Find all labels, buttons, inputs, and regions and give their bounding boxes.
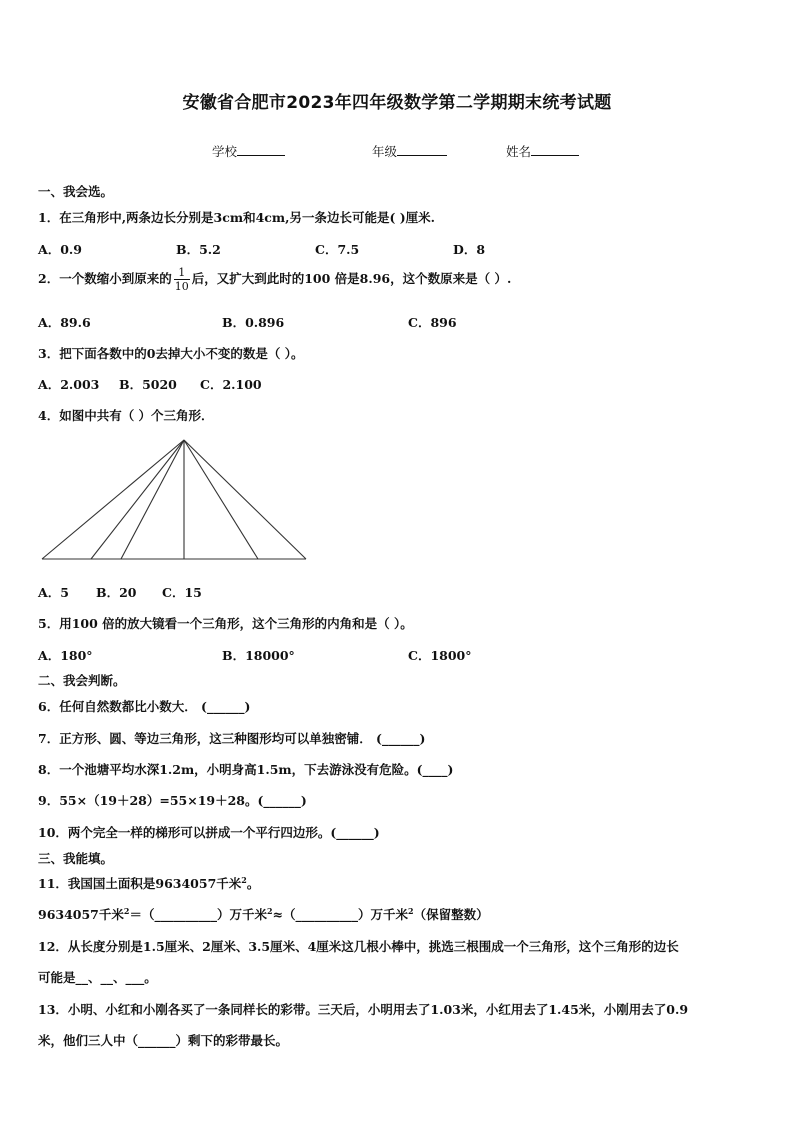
fraction-one-tenth: $\frac{1}{10}$ bbox=[174, 266, 189, 293]
question-6: 6．任何自然数都比小数大． (______) bbox=[38, 699, 251, 714]
grade-blank[interactable] bbox=[397, 143, 447, 156]
q4-option-b[interactable]: B．20 bbox=[96, 585, 137, 600]
q5-option-a[interactable]: A．180° bbox=[38, 648, 93, 663]
q4-option-c[interactable]: C．15 bbox=[162, 585, 202, 600]
school-field[interactable] bbox=[212, 142, 285, 160]
q2-text-pre: 2．一个数缩小到原来的 bbox=[38, 271, 172, 286]
q11-text: 11．我国国土面积是9634057千米 bbox=[38, 876, 242, 891]
question-7: 7．正方形、圆、等边三角形，这三种图形均可以单独密铺． (______) bbox=[38, 731, 426, 746]
section-heading-judge: 二、我会判断。 bbox=[38, 673, 126, 688]
q2-option-a[interactable]: A．89.6 bbox=[38, 315, 91, 330]
question-10: 10．两个完全一样的梯形可以拼成一个平行四边形。(______) bbox=[38, 825, 380, 840]
triangle-inner-line-2 bbox=[121, 440, 184, 559]
name-blank[interactable] bbox=[531, 143, 579, 156]
q11-superscript: 2 bbox=[241, 874, 247, 885]
school-blank[interactable] bbox=[237, 143, 285, 156]
q4-option-a[interactable]: A．5 bbox=[38, 585, 69, 600]
grade-label: 年级 bbox=[372, 144, 398, 159]
q3-option-c[interactable]: C．2.100 bbox=[200, 377, 262, 392]
q2-text-post: 后，又扩大到此时的100 倍是8.96，这个数原来是（ ）. bbox=[191, 271, 512, 286]
q11-blank-1[interactable]: ＝（__________）万千米 bbox=[129, 907, 267, 922]
section-heading-choice: 一、我会选。 bbox=[38, 184, 114, 199]
question-11: 11．我国国土面积是9634057千米$^2$。 bbox=[38, 874, 260, 891]
q2-option-b[interactable]: B．0.896 bbox=[222, 315, 285, 330]
question-1: 1．在三角形中,两条边长分别是3cm和4cm,另一条边长可能是( )厘米. bbox=[38, 210, 436, 225]
q11-blank-2[interactable]: ≈（__________）万千米 bbox=[272, 907, 409, 922]
question-12-line-1: 12．从长度分别是1.5厘米、2厘米、3.5厘米、4厘米这几根小棒中，挑选三根围成一个三角形，这个三角形的边长 bbox=[38, 939, 679, 954]
q5-option-c[interactable]: C．1800° bbox=[408, 648, 472, 663]
question-3: 3．把下面各数中的0去掉大小不变的数是（ ）。 bbox=[38, 346, 304, 361]
q1-option-d[interactable]: D．8 bbox=[453, 242, 486, 257]
question-12-line-2: 可能是__、__、___。 bbox=[38, 970, 157, 985]
q11-pre: 9634057千米 bbox=[38, 907, 124, 922]
page-title: 安徽省合肥市2023年四年级数学第二学期期末统考试题 bbox=[182, 93, 612, 113]
question-2 bbox=[38, 266, 511, 293]
triangle-inner-line-1 bbox=[91, 440, 184, 559]
grade-field[interactable] bbox=[372, 142, 447, 160]
q3-option-b[interactable]: B．5020 bbox=[119, 377, 177, 392]
triangle-figure bbox=[36, 436, 312, 566]
q11-answer-line: 9634057千米$^2$＝（__________）万千米$^2$≈（__________）万千米$^2$（保留整数） bbox=[38, 905, 489, 922]
question-8: 8．一个池塘平均水深1.2m，小明身高1.5m，下去游泳没有危险。(____) bbox=[38, 762, 454, 777]
question-5: 5．用100 倍的放大镜看一个三角形，这个三角形的内角和是（ ）。 bbox=[38, 616, 413, 631]
name-label: 姓名 bbox=[506, 144, 532, 159]
triangle-inner-line-4 bbox=[184, 440, 258, 559]
question-13-line-2: 米，他们三人中（______）剩下的彩带最长。 bbox=[38, 1033, 289, 1048]
q1-option-c[interactable]: C．7.5 bbox=[315, 242, 360, 257]
q5-option-b[interactable]: B．18000° bbox=[222, 648, 295, 663]
name-field[interactable] bbox=[506, 142, 579, 160]
question-9: 9．55×（19＋28）=55×19＋28。(______) bbox=[38, 793, 307, 808]
q2-option-c[interactable]: C．896 bbox=[408, 315, 457, 330]
question-13-line-1: 13．小明、小红和小刚各买了一条同样长的彩带。三天后，小明用去了1.03米，小红用去了1.45米，小刚用去了0.9 bbox=[38, 1002, 689, 1017]
q3-option-a[interactable]: A．2.003 bbox=[38, 377, 100, 392]
q1-option-b[interactable]: B．5.2 bbox=[176, 242, 221, 257]
q1-option-a[interactable]: A．0.9 bbox=[38, 242, 82, 257]
triangle-right-edge bbox=[184, 440, 306, 559]
school-label: 学校 bbox=[212, 144, 238, 159]
triangle-left-edge bbox=[42, 440, 184, 559]
q11-post: （保留整数） bbox=[413, 907, 489, 922]
section-heading-fill: 三、我能填。 bbox=[38, 851, 114, 866]
question-4: 4．如图中共有（ ）个三角形． bbox=[38, 408, 214, 423]
